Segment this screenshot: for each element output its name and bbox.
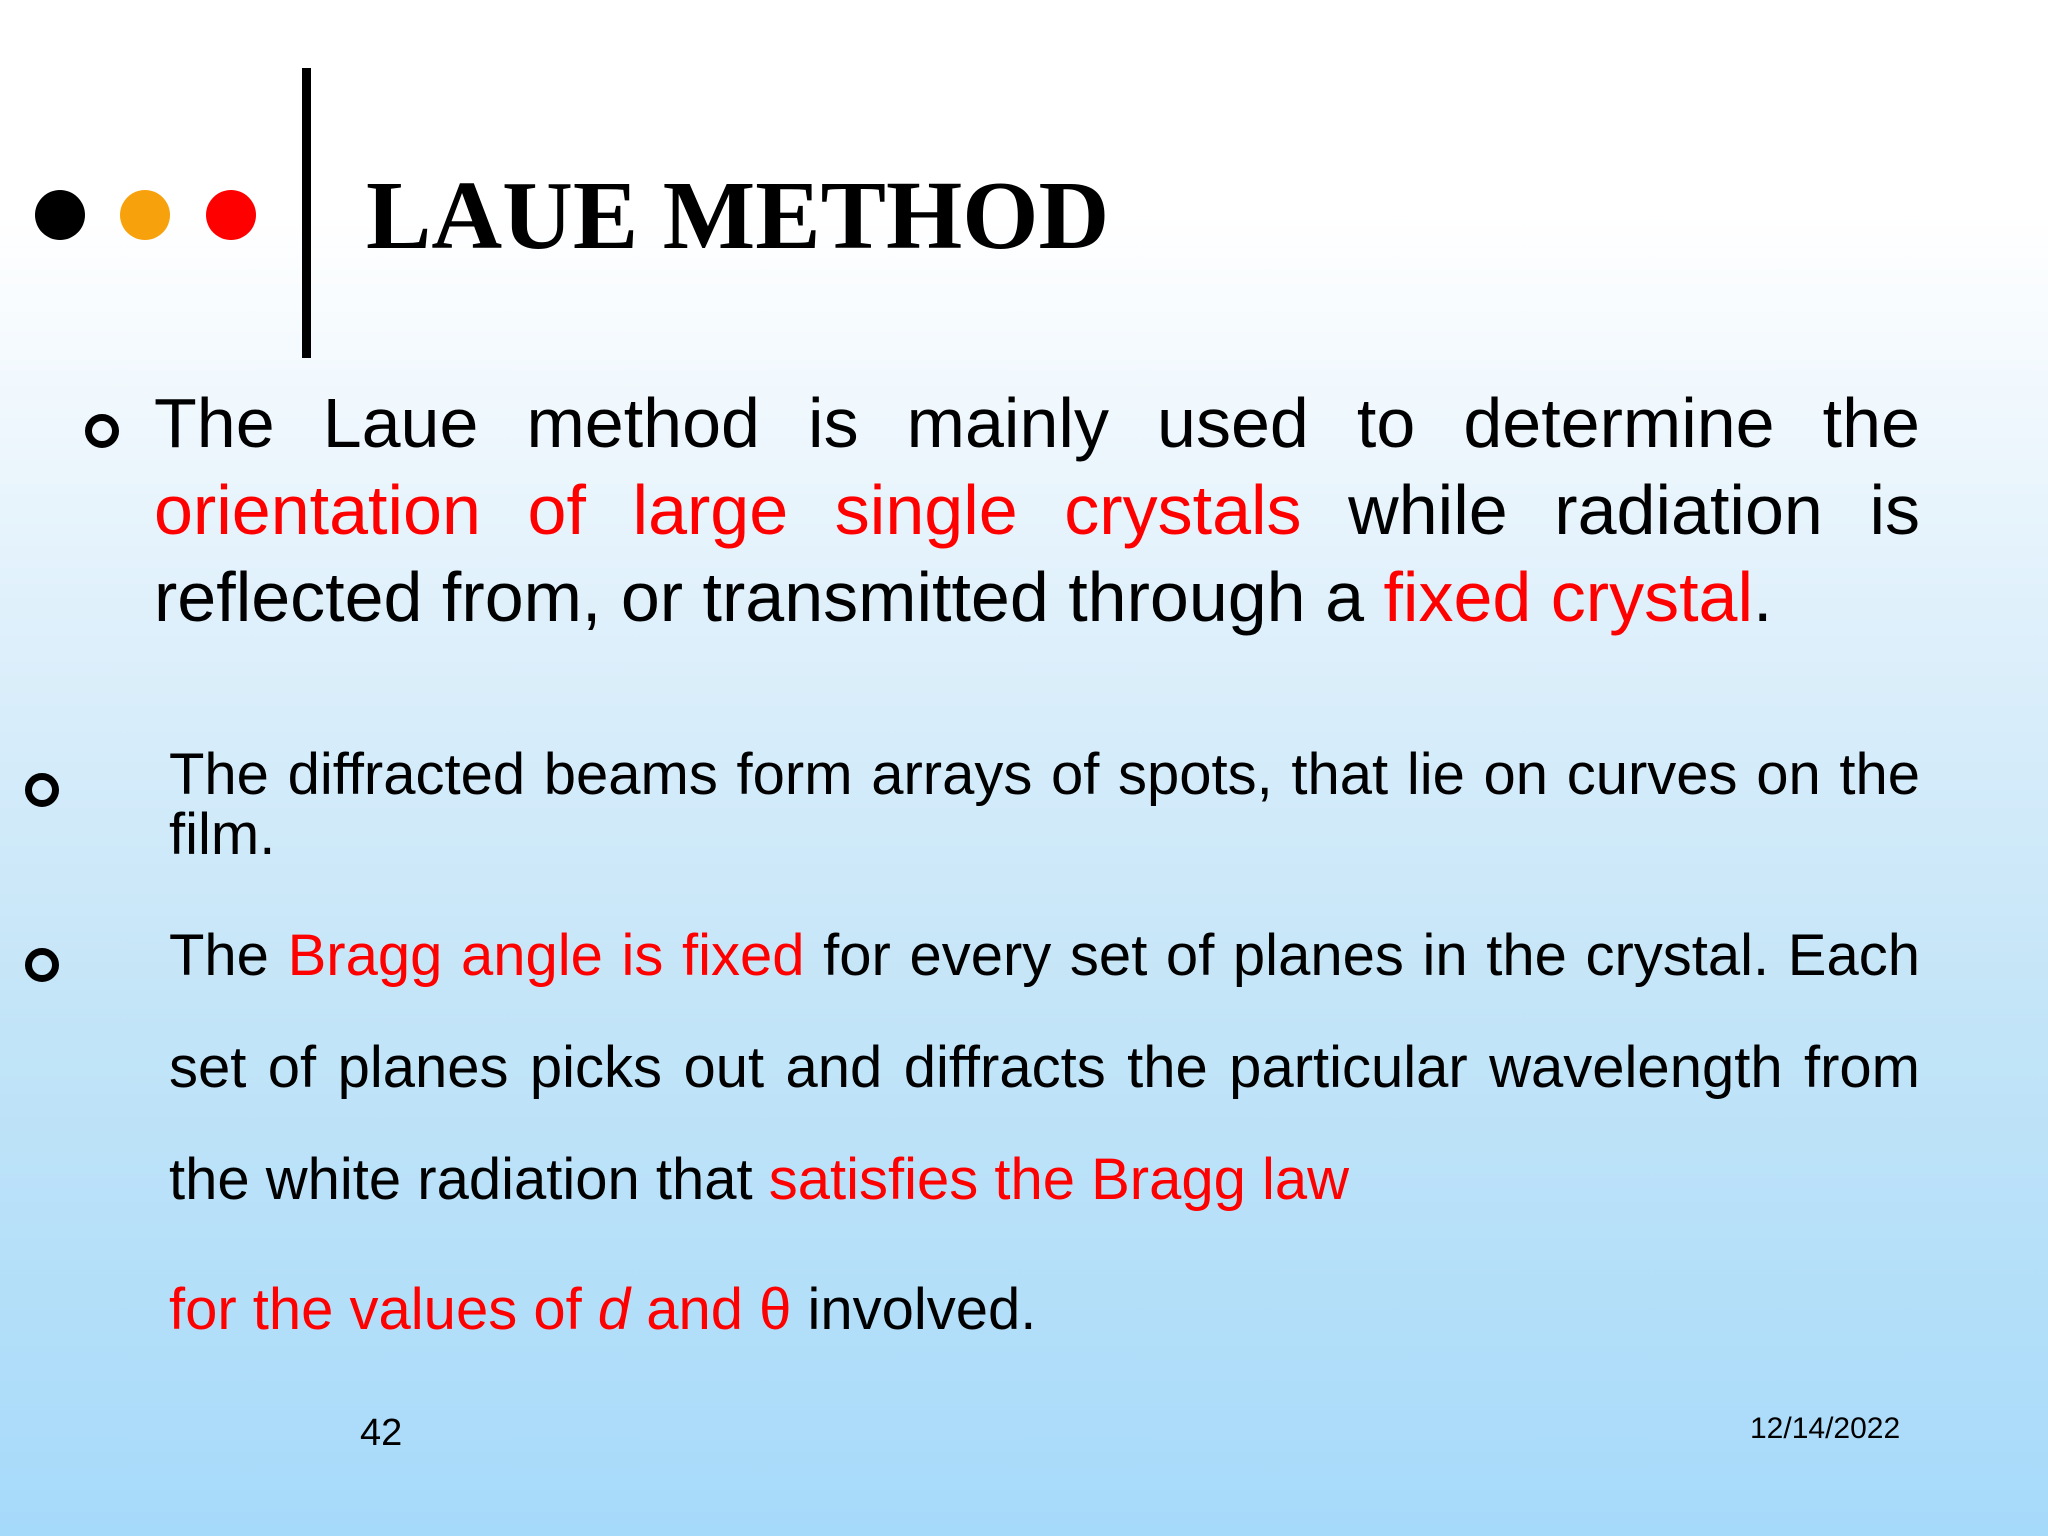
highlight-fixed-crystal: fixed crystal — [1383, 558, 1754, 636]
black-dot-decoration — [35, 190, 85, 240]
bullet-ring-icon — [25, 948, 59, 982]
variable-d: d — [597, 1277, 631, 1342]
bullet-text-last-line: for the values of d and θ involved. — [169, 1277, 1037, 1342]
bullet-text-bragg-angle: The Bragg angle is fixed for every set of planes in the crystal. Each set of planes picks out and diffracts the particular wavelength from the white radiation that satisfies the Bragg law for the values of d and θ involved. — [169, 900, 1920, 1366]
orange-dot-decoration — [120, 190, 170, 240]
slide-title: LAUE METHOD — [366, 162, 1110, 270]
highlight-bragg-law: satisfies the Bragg law — [768, 1147, 1350, 1212]
bullet-ring-icon — [85, 414, 119, 448]
slide-date: 12/14/2022 — [1750, 1412, 1901, 1445]
highlight-orientation: orientation of large single crystals — [154, 471, 1302, 549]
bullet-text-laue-usage: The Laue method is mainly used to determine the orientation of large single crystals while radiation is reflected from, or transmitted through a fixed crystal. — [154, 384, 1920, 636]
title-divider — [302, 68, 311, 358]
highlight-bragg-angle: Bragg angle is fixed — [287, 923, 805, 988]
bullet-ring-icon — [25, 773, 59, 807]
page-number: 42 — [360, 1412, 403, 1454]
red-dot-decoration — [206, 190, 256, 240]
bullet-text-diffracted-beams: The diffracted beams form arrays of spots, that lie on curves on the film. — [169, 742, 1920, 867]
